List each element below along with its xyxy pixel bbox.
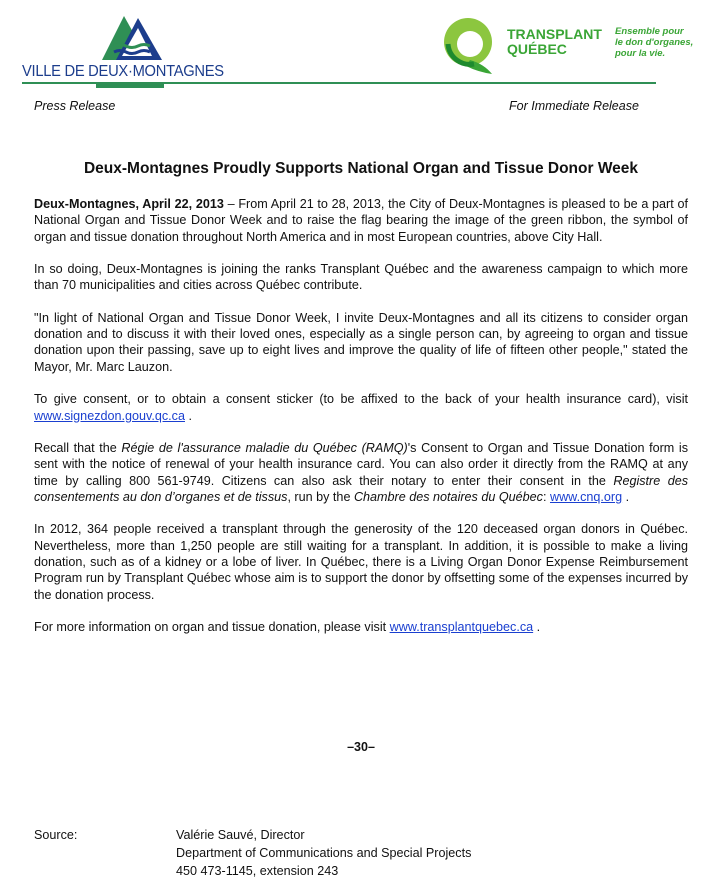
tq-name-line: TRANSPLANT (507, 26, 602, 42)
dateline: Deux-Montagnes, April 22, 2013 (34, 197, 224, 211)
header-divider-tab (96, 83, 164, 88)
tagline-line: le don d'organes, (615, 37, 694, 48)
transplant-quebec-tagline (615, 26, 693, 59)
text: To give consent, or to obtain a consent sticker (to be affixed to the back of your health insurance card), visit (34, 392, 688, 407)
text: "In light of National Organ and Tissue Donor Week, I invite Deux-Montagnes and all its citizens to consider organ donation and to discuss it with their loved ones, especially as a single person can, by agreeing to organ and tissue donation upon their passing, save up to eight lives and improve the quality of life of fifteen other people," stated the Mayor, Mr. Marc Lauzon. (34, 310, 688, 374)
text: For more information on organ and tissue donation, please visit (34, 620, 390, 635)
source-details (176, 826, 471, 880)
text: . (622, 489, 630, 504)
tagline-line: pour la vie. (615, 48, 666, 59)
transplant-quebec-logo-icon (440, 14, 504, 78)
text: 's Consent to Organ and Tissue Donation form is sent with the notice of renewal of your health insurance card. You can also order it directly from the RAMQ at any time by calling 800 561-9749. Citizens can also ask their notary to enter their consent in the (34, 441, 688, 488)
document-body (34, 196, 688, 652)
city-logo-text: VILLE DE DEUX·MONTAGNES (22, 63, 224, 80)
italic-text: Régie de l'assurance maladie du Québec (RAMQ) (121, 441, 408, 456)
text: . (184, 408, 192, 423)
paragraph (34, 619, 688, 635)
paragraph (34, 261, 688, 294)
web-link[interactable]: www.transplantquebec.ca (389, 620, 534, 635)
text: In so doing, Deux-Montagnes is joining the ranks Transplant Québec and the awareness campaign to which more than 70 municipalities and cities across Québec contribute. (34, 262, 688, 293)
text: Recall that the (34, 441, 122, 456)
city-logo-icon (92, 12, 168, 62)
text: , run by the (287, 489, 354, 504)
text: . (533, 620, 541, 635)
end-mark: –30– (347, 740, 375, 754)
paragraph (34, 310, 688, 375)
paragraph (34, 196, 688, 245)
transplant-quebec-name (507, 27, 602, 57)
paragraph (34, 521, 688, 602)
web-link[interactable]: www.cnq.org (549, 489, 623, 504)
paragraph (34, 440, 688, 505)
press-release-label: Press Release (34, 99, 116, 113)
source-line: Valérie Sauvé, Director (176, 828, 305, 842)
immediate-release-label: For Immediate Release (509, 99, 639, 113)
document-title: Deux-Montagnes Proudly Supports National Organ and Tissue Donor Week (83, 160, 639, 177)
source-label: Source: (34, 828, 78, 842)
italic-text: Registre des consentements au don d’organes et de tissus (34, 473, 688, 504)
source-line: Department of Communications and Special Projects (176, 846, 472, 860)
text: : (542, 489, 550, 504)
source-line: 450 473-1145, extension 243 (176, 864, 339, 878)
tq-name-line: QUÉBEC (507, 41, 567, 57)
text: In 2012, 364 people received a transplant through the generosity of the 120 deceased organ donors in Québec. Nevertheless, more than 1,250 people are still waiting for a transplant. In addition, it is possible to make a living donation, such as of a kidney or a lobe of liver. In Québec, there is a Living Organ Donor Expense Reimbursement Program run by Transplant Québec whose aim is to support the donor by offsetting some of the expenses incurred by the donation process. (34, 522, 688, 602)
text: – From April 21 to 28, 2013, the City of Deux-Montagnes is pleased to be a part of National Organ and Tissue Donor Week and to raise the flag bearing the image of the green ribbon, the symbol of organ and tissue donation throughout North America and in most European countries, above City Hall. (34, 197, 688, 244)
paragraph (34, 391, 688, 424)
web-link[interactable]: www.signezdon.gouv.qc.ca (34, 408, 185, 423)
tagline-line: Ensemble pour (615, 26, 684, 37)
italic-text: Chambre des notaires du Québec (353, 489, 543, 504)
